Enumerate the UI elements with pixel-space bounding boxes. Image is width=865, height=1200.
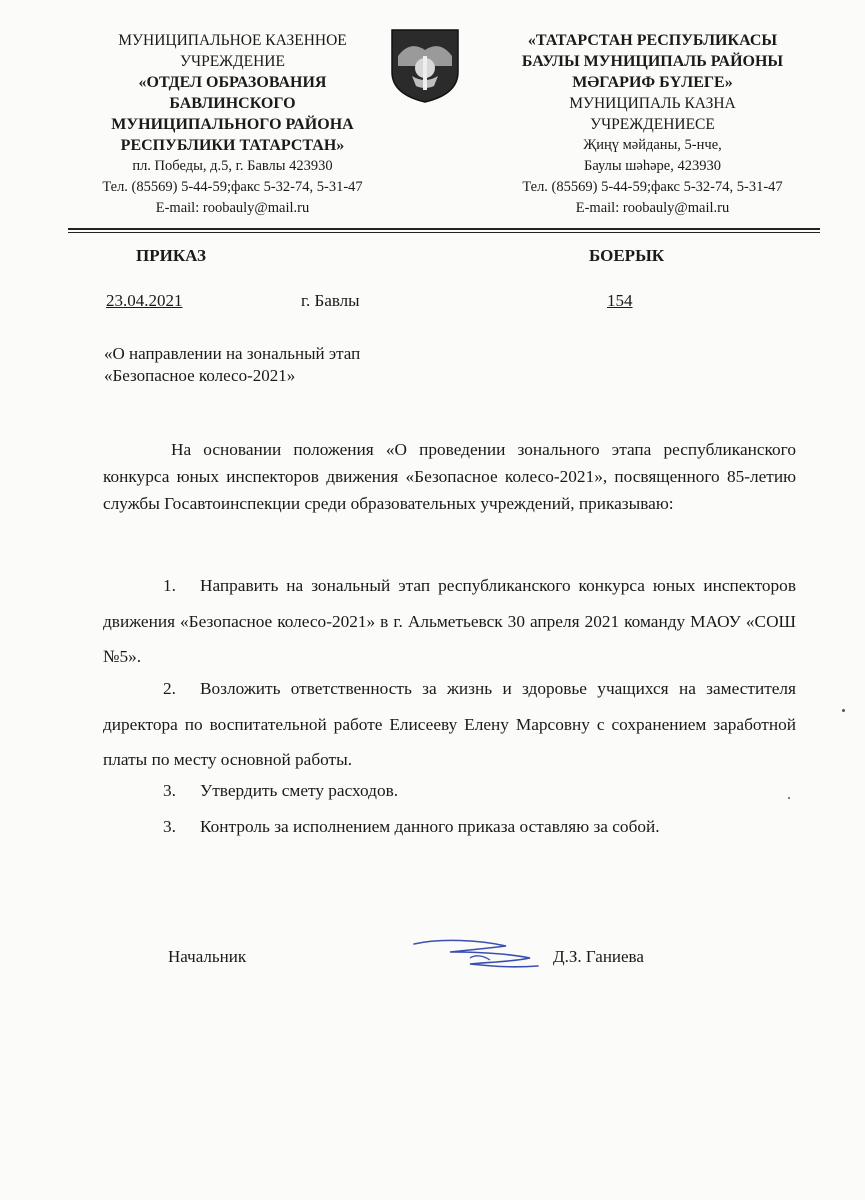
- subject-line2: «Безопасное колесо-2021»: [104, 366, 296, 385]
- order-item: [103, 773, 796, 809]
- header-left-line1: МУНИЦИПАЛЬНОЕ КАЗЕННОЕ: [118, 32, 347, 49]
- header-left-line3: «ОТДЕЛ ОБРАЗОВАНИЯ: [138, 74, 327, 91]
- item-text: Утвердить смету расходов.: [200, 781, 399, 800]
- handwritten-signature: [410, 936, 545, 976]
- order-preamble: На основании положения «О проведении зонального этапа республиканского конкурса юных инспекторов движения «Безопасное колесо-2021», посвященного 85-летию службы Госавтоинспекции среди образовательных учреждений, приказываю:: [103, 440, 796, 513]
- header-left-line4: БАВЛИНСКОГО: [169, 95, 296, 112]
- header-right-line4: МУНИЦИПАЛЬ КАЗНА: [569, 95, 736, 112]
- order-number: 154: [607, 291, 633, 310]
- item-number: 2.: [163, 679, 176, 698]
- order-item: [103, 809, 796, 845]
- order-city: г. Бавлы: [301, 291, 360, 310]
- order-item: [103, 671, 796, 778]
- order-title-ru: ПРИКАЗ: [136, 246, 206, 265]
- item-text: Контроль за исполнением данного приказа оставляю за собой.: [200, 817, 660, 836]
- header-right-address1: Җиңү мәйданы, 5-нче,: [583, 137, 722, 153]
- order-subject: [104, 343, 360, 387]
- header-left-phone: Тел. (85569) 5-44-59;факс 5-32-74, 5-31-47: [102, 179, 363, 195]
- order-item: [103, 568, 796, 675]
- item-number: 3.: [163, 781, 176, 800]
- subject-line1: «О направлении на зональный этап: [104, 344, 361, 363]
- header-right-line5: УЧРЕЖДЕНИЕСЕ: [590, 116, 715, 133]
- scan-speck: [788, 797, 790, 799]
- order-title-tt: БОЕРЫК: [589, 246, 665, 265]
- header-right-phone: Тел. (85569) 5-44-59;факс 5-32-74, 5-31-47: [522, 179, 783, 195]
- header-left: [80, 30, 385, 219]
- header-divider-thick: [68, 228, 820, 230]
- header-right-line1: «ТАТАРСТАН РЕСПУБЛИКАСЫ: [527, 32, 778, 49]
- header-right-line3: МӘГАРИФ БҮЛЕГЕ»: [572, 74, 733, 91]
- header-right-address2: Баулы шәһәре, 423930: [584, 158, 721, 174]
- coat-of-arms-icon: [388, 26, 462, 104]
- header-left-line2: УЧРЕЖДЕНИЕ: [180, 53, 285, 70]
- signatory-position: Начальник: [168, 947, 247, 966]
- header-left-line5: МУНИЦИПАЛЬНОГО РАЙОНА: [111, 116, 354, 133]
- header-right-email: E-mail: roobauly@mail.ru: [575, 200, 730, 216]
- header-right: [500, 30, 805, 219]
- order-date: 23.04.2021: [106, 291, 183, 310]
- item-text: Направить на зональный этап республиканского конкурса юных инспекторов движения «Безопасное колесо-2021» в г. Альметьевск 30 апреля 2021 команду МАОУ «СОШ №5».: [103, 576, 796, 666]
- header-divider-thin: [68, 232, 820, 233]
- header-left-line6: РЕСПУБЛИКИ ТАТАРСТАН»: [120, 137, 345, 154]
- item-text: Возложить ответственность за жизнь и здоровье учащихся на заместителя директора по воспитательной работе Елисееву Елену Марсовну с сохранением заработной платы по месту основной работы.: [103, 679, 796, 769]
- header-right-line2: БАУЛЫ МУНИЦИПАЛЬ РАЙОНЫ: [521, 53, 784, 70]
- header-left-email: E-mail: roobauly@mail.ru: [155, 200, 310, 216]
- header-left-address: пл. Победы, д.5, г. Бавлы 423930: [132, 158, 333, 174]
- item-number: 1.: [163, 576, 176, 595]
- signatory-name: Д.З. Ганиева: [553, 947, 644, 966]
- scan-speck: [842, 709, 845, 712]
- item-number: 3.: [163, 817, 176, 836]
